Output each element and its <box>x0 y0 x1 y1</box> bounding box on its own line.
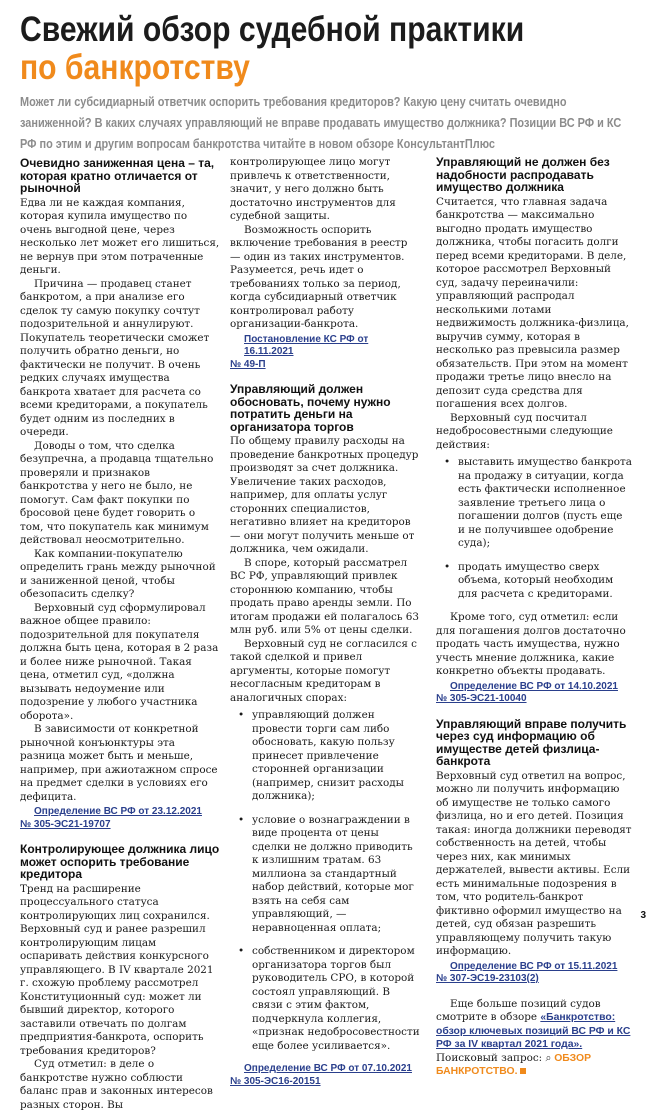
page-title: Свежий обзор судебной практики <box>20 10 525 49</box>
review-link[interactable]: «Банкротство: обзор ключевых позиций ВС РФ и КС РФ за IV квартал 2021 года». <box>436 1012 631 1050</box>
paragraph: Верховный суд не согласился с такой сделкой и привел аргументы, которые помогут несогласным кредиторам в аналогичных спорах: <box>230 637 417 704</box>
paragraph: Возможность оспорить включение требования в реестр — один из таких инструментов. Разумеется, речь идет о требованиях только за период, когда субсидиарный ответчик контролировал работу организации-банкрота. <box>230 223 408 330</box>
paragraph: контролирующее лицо могут привлечь к ответственности, значит, у него должно быть достаточно инструментов для судебной защиты. <box>230 156 396 222</box>
list-item: • выставить имущество банкрота на продажу в ситуации, когда есть фактически исполненное заявление третьего лица о погашении долгов (пусть еще и не получившее одобрение суда); <box>454 456 632 551</box>
search-query-text: ОБЗОР БАНКРОТСТВО. <box>436 1052 592 1077</box>
page-number: 3 <box>640 910 646 921</box>
court-reference-line: Определение ВС РФ от 07.10.2021 <box>244 1063 412 1074</box>
lead-paragraph: Может ли субсидиарный ответчик оспорить требования кредиторов? Какую цену считать очевидно заниженной? В каких случаях управляющий не вправе продавать имущество должника? Позиции ВС РФ и КС РФ по этим и другим вопросам банкротства читайте в новом обзоре КонсультантПлюс <box>20 94 622 151</box>
list-item: • собственником и директором организатора торгов был руководитель СРО, в которой состоял управляющий. В связи с этим фактом, подчеркнула коллегия, «признак недобросовестности еще более усиливается». <box>248 945 420 1053</box>
section-heading: Очевидно заниженная цена – та, которая кратно отличается от рыночной <box>20 156 215 195</box>
end-mark-icon <box>520 1068 526 1074</box>
court-reference-line: Определение ВС РФ от 15.11.2021 <box>450 960 618 972</box>
paragraph: Доводы о том, что сделка безупречна, а продавца тщательно проверяли и признаков банкротства у него не было, не помогут. Сам факт покупки по бросовой цене будет говорить о том, что покупатель как минимум действовал неосмотрительно. <box>20 439 214 546</box>
section-heading: Управляющий вправе получить через суд информацию об имуществе детей физлица-банкрота <box>436 716 627 768</box>
section-heading: Управляющий не должен без надобности распродавать имущество должника <box>436 155 610 194</box>
court-reference-number: № 305-ЭС21-19707 <box>20 818 111 830</box>
page-title-accent: по банкротству <box>20 48 250 87</box>
paragraph: Верховный суд ответил на вопрос, можно ли получить информацию об имуществе не только самого физлица, но и его детей. Позиция такая: иногда должники переводят собственность на детей, чтобы через них, как минимых держателей, вывести активы. Если есть минимальные подозрения в том, что родитель-банкрот фиктивно оформил имущество на детей, суд обязан разрешить управляющему получить такую информацию. <box>436 769 632 957</box>
paragraph: Суд отметил: в деле о банкротстве нужно соблюсти баланс прав и законных интересов разных сторон. Вы <box>20 1058 213 1111</box>
column-1 <box>20 156 220 1111</box>
section-heading: Управляющий должен обосновать, почему нужно потратить деньги на организатора торгов <box>230 382 391 434</box>
court-reference-line: Определение ВС РФ от 14.10.2021 <box>450 680 618 692</box>
court-reference-line: Постановление КС РФ от 16.11.2021 <box>244 333 369 357</box>
paragraph: Верховный суд посчитал недобросовестными следующие действия: <box>436 411 613 451</box>
list-item: • управляющий должен провести торги сам либо обосновать, какую пользу принесет привлечение сторонней организации (например, снизит расходы должника); <box>248 709 420 804</box>
paragraph: Едва ли не каждая компания, которая купила имущество по очень выгодной цене, через несколько лет может его лишиться, не вернув при этом потраченные деньги. <box>20 196 220 276</box>
paragraph: Тренд на расширение процессуального статуса контролирующих лиц сохранился. Верховный суд и ранее разрешил контролирующим лицам оспаривать действия конкурсного управляющего. В IV квартале 2021 г. схожую проблему рассмотрел Конституционный суд: может ли бывший директор, которого заставили отвечать по долгам предприятия-банкрота, оспорить требования кредиторов? <box>20 882 214 1057</box>
court-reference-link[interactable] <box>20 806 220 831</box>
section-heading: Контролирующее должника лицо может оспорить требование кредитора <box>20 842 220 881</box>
court-reference-number: № 305-ЭС21-10040 <box>436 693 527 704</box>
paragraph: Как компании-покупателю определить грань между рыночной и заниженной ценой, чтобы обезопасить сделку? <box>20 547 216 600</box>
column-2 <box>230 156 420 1087</box>
court-reference-link[interactable] <box>230 334 420 372</box>
court-reference-number: № 307-ЭС19-23103(2) <box>436 973 539 984</box>
paragraph: По общему правилу расходы на проведение банкротных процедур производят за счет должника. Увеличение таких расходов, например, для оплаты услуг сторонних специалистов, негативно влияет на кредиторов — они могут получить меньше от должника, чем ожидали. <box>230 435 419 555</box>
paragraph: Кроме того, суд отметил: если для погашения долгов достаточно продать часть имущества, нужно учесть мнение должника, какие конкретно объекты продавать. <box>436 611 626 677</box>
court-reference-link[interactable] <box>436 681 632 706</box>
bullet-list <box>230 709 420 1053</box>
list-item: • продать имущество сверх объема, который необходим для расчета с кредиторами. <box>454 561 632 602</box>
bullet-list <box>436 456 632 601</box>
court-reference-number: № 305-ЭС16-20151 <box>230 1075 321 1087</box>
court-reference-line: Определение ВС РФ от 23.12.2021 <box>34 806 202 817</box>
closing-text: Еще больше позиций судов смотрите в обзоре <box>436 997 601 1023</box>
court-reference-link[interactable] <box>436 961 632 986</box>
paragraph: В споре, который рассматрел ВС РФ, управляющий привлек стороннюю компанию, чтобы продать право аренды земли. По итогам продажи ей полагалось 63 млн руб. или 5% от цены сделки. <box>230 556 420 636</box>
search-icon: ⌕ <box>545 1052 552 1064</box>
search-label: Поисковый запрос: <box>436 1051 546 1064</box>
closing-paragraph <box>436 998 632 1079</box>
paragraph: В зависимости от конкретной рыночной конъюнктуры эта разница может быть и меньше, например, при ажиотажном спросе на предмет сделки в условиях его дефицита. <box>20 723 218 803</box>
paragraph: Причина — продавец станет банкротом, а при анализе его сделок ту самую покупку сочтут подозрительной и аннулируют. Покупатель теоретически сможет получить обратно деньги, но фактически не получит. В очень редких случаях имущества банкрота хватает для расчета со всеми кредиторами, а покупатель будет одним из последних в очереди. <box>20 277 210 438</box>
list-item: • условие о вознаграждении в виде процента от цены сделки не должно приводить к излишним тратам. 63 миллиона за стандартный набор действий, которые мог взять на себя сам управляющий, — неравноценная оплата; <box>248 814 420 936</box>
paragraph: Считается, что главная задача банкротства — максимально выгодно продать имущество должника, чтобы погасить долги перед всеми кредиторами. В деле, которое рассмотрел Верховный суд, задачу переиначили: управляющий распродал несколькими лотами недвижимость должника-физлица, выручив сумму, которая в несколько раз превысила размер обязательств. При этом на момент продажи третье лицо внесло на депозит суда средства для погашения всех долгов. <box>436 195 629 410</box>
column-3 <box>436 155 632 1077</box>
court-reference-link[interactable] <box>230 1063 420 1088</box>
paragraph: Верховный суд сформулировал важное общее правило: подозрительной для покупателя должна быть цена, которая в 2 раза и более ниже рыночной. Такая цена, отметил суд, «должна вызывать недоумение или подозрение у любого участника оборота». <box>20 601 219 722</box>
court-reference-number: № 49-П <box>230 358 266 370</box>
